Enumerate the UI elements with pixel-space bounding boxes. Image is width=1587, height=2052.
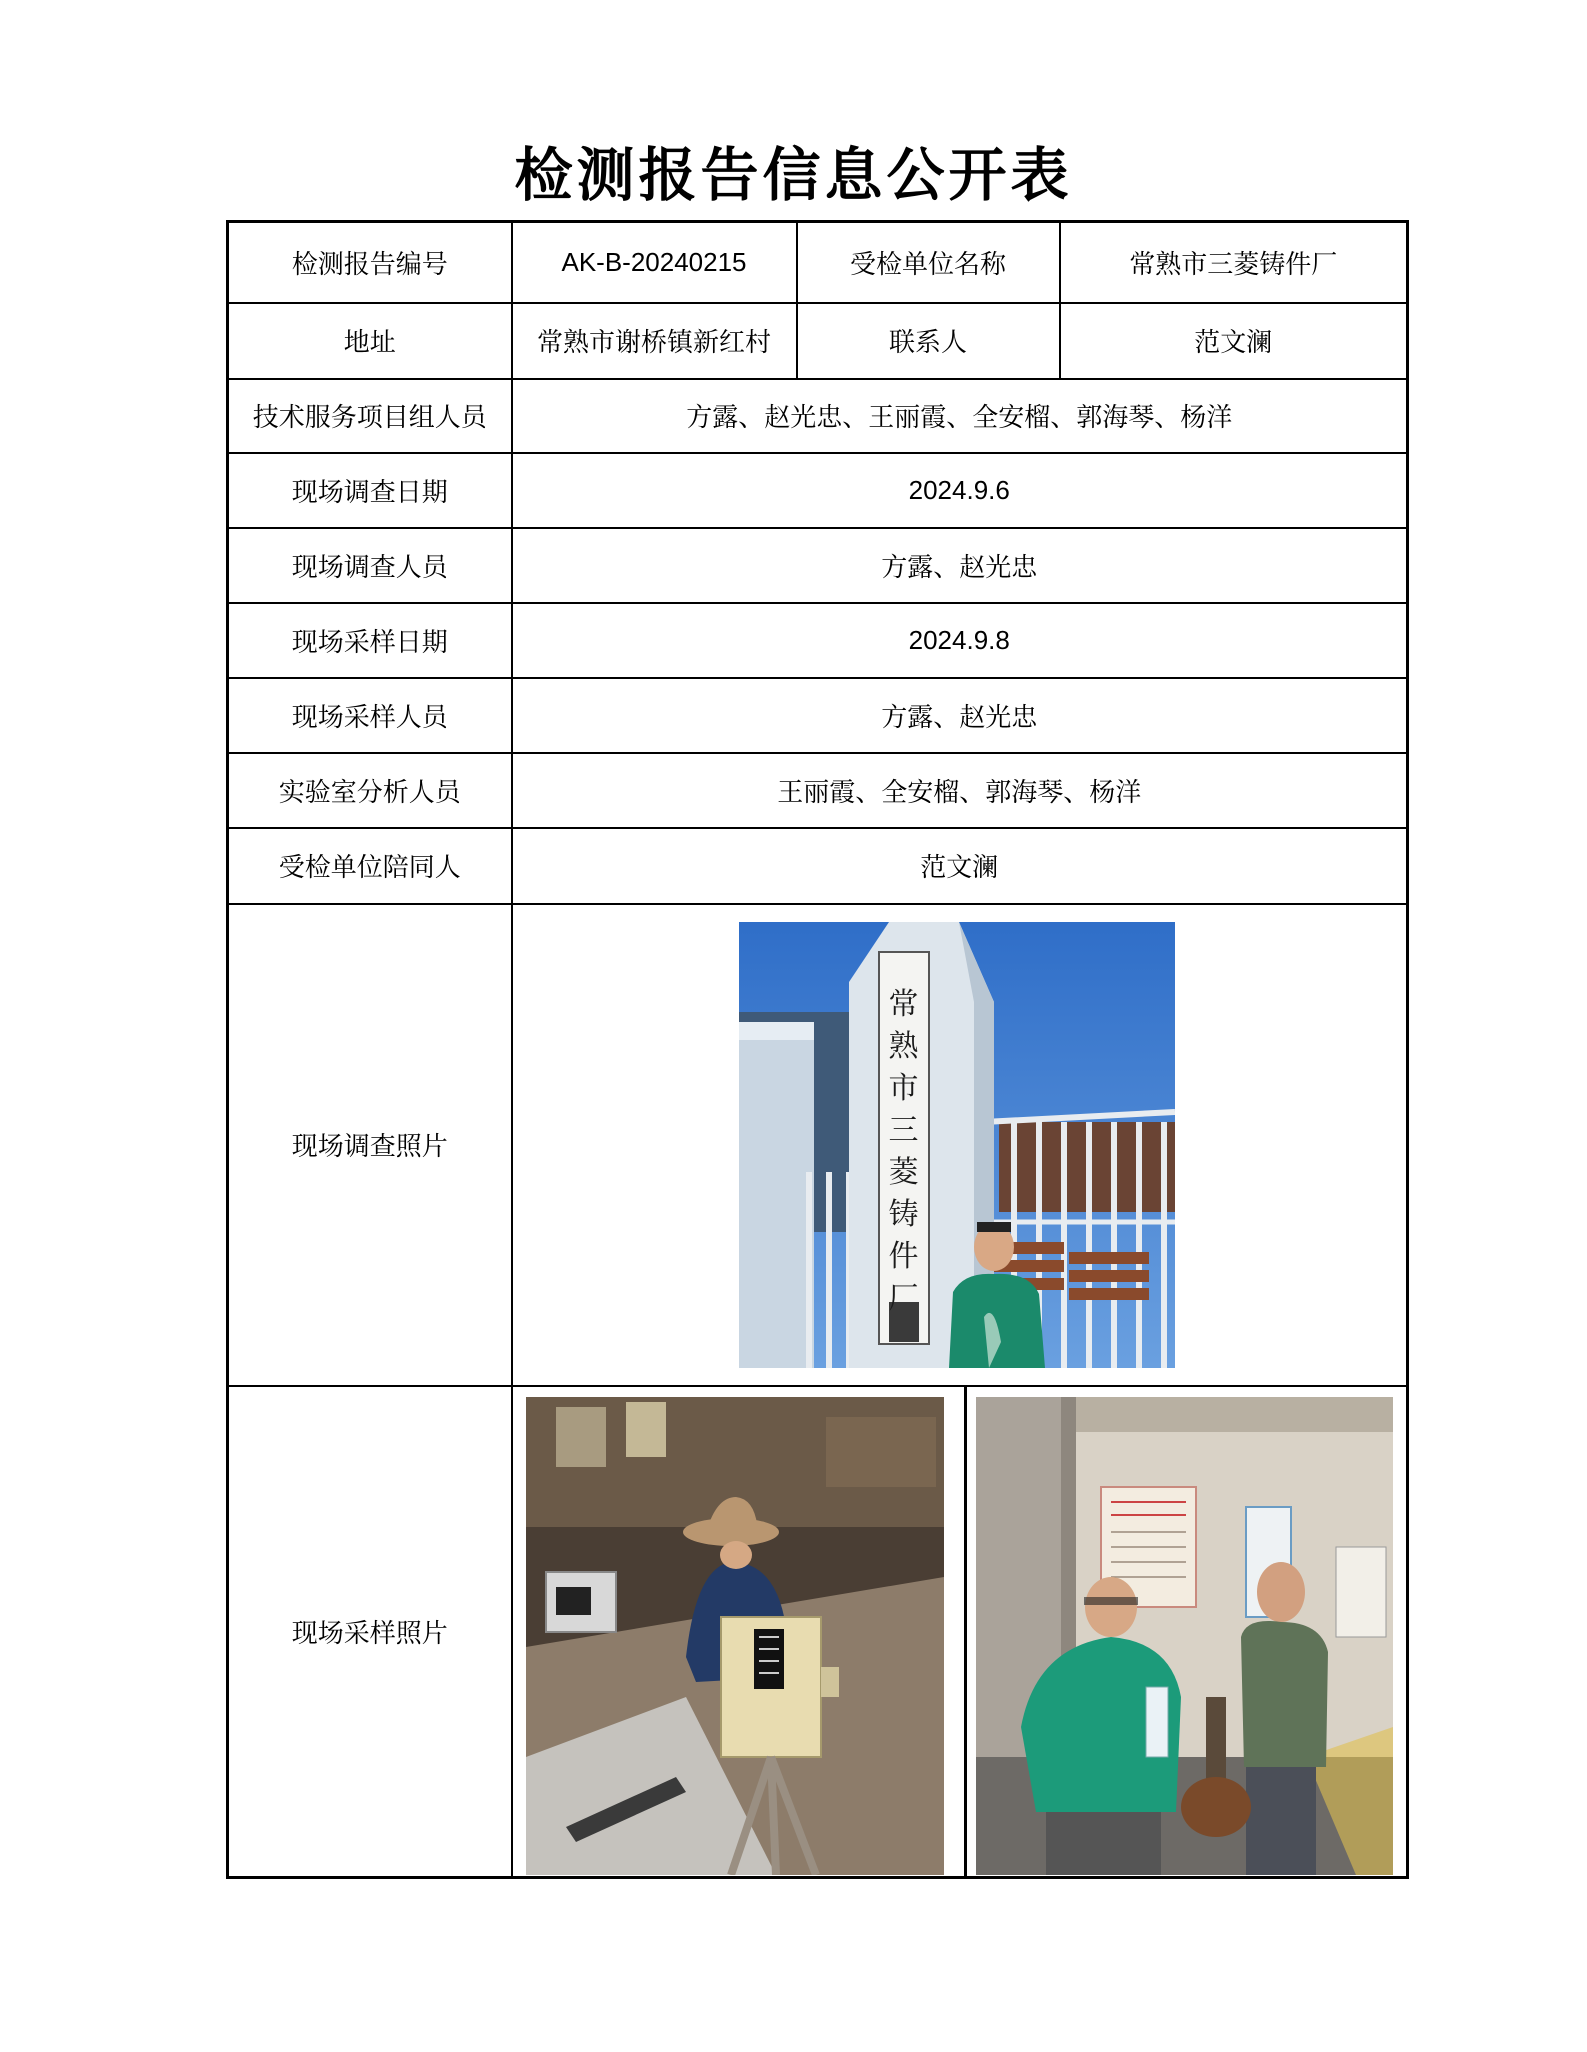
contact-label: 联系人 [797, 303, 1060, 379]
escort-value: 范文澜 [512, 828, 1408, 904]
address-label: 地址 [228, 303, 512, 379]
sampling-photo-label: 现场采样照片 [228, 1386, 512, 1878]
lab-staff-label: 实验室分析人员 [228, 753, 512, 828]
table-row [228, 828, 1408, 904]
survey-staff-value: 方露、赵光忠 [512, 528, 1408, 603]
table-row [228, 222, 1408, 303]
table-row [228, 303, 1408, 379]
table-row [228, 528, 1408, 603]
sampling-date-value: 2024.9.8 [512, 603, 1408, 678]
address-value: 常熟市谢桥镇新红村 [512, 303, 797, 379]
lab-staff-value: 王丽霞、全安榴、郭海琴、杨洋 [512, 753, 1408, 828]
contact-value: 范文澜 [1060, 303, 1408, 379]
table-row [228, 678, 1408, 753]
unit-name-label: 受检单位名称 [797, 222, 1060, 303]
table-row [228, 453, 1408, 528]
sampling-inspection-photo [976, 1397, 1393, 1875]
report-info-table [226, 220, 1409, 1879]
team-label: 技术服务项目组人员 [228, 379, 512, 453]
table-row [228, 1386, 1408, 1878]
page-title: 检测报告信息公开表 [514, 141, 1073, 209]
sampling-photo-cell [512, 1386, 1408, 1878]
report-no-value: AK-B-20240215 [512, 222, 797, 303]
unit-name-value: 常熟市三菱铸件厂 [1060, 222, 1408, 303]
survey-gate-photo [739, 922, 1175, 1368]
photo-divider [964, 1387, 967, 1877]
survey-photo-label: 现场调查照片 [228, 904, 512, 1386]
sampling-staff-label: 现场采样人员 [228, 678, 512, 753]
table-row [228, 379, 1408, 453]
sampling-workshop-photo [526, 1397, 944, 1875]
sampling-date-label: 现场采样日期 [228, 603, 512, 678]
escort-label: 受检单位陪同人 [228, 828, 512, 904]
team-value: 方露、赵光忠、王丽霞、全安榴、郭海琴、杨洋 [512, 379, 1408, 453]
survey-staff-label: 现场调查人员 [228, 528, 512, 603]
sampling-staff-value: 方露、赵光忠 [512, 678, 1408, 753]
gate-sign-text: 常熟市三菱铸件厂 [888, 986, 919, 1316]
table-row [228, 904, 1408, 1386]
table-row [228, 753, 1408, 828]
survey-date-label: 现场调查日期 [228, 453, 512, 528]
survey-date-value: 2024.9.6 [512, 453, 1408, 528]
survey-photo-cell [512, 904, 1408, 1386]
report-no-label: 检测报告编号 [228, 222, 512, 303]
table-row [228, 603, 1408, 678]
